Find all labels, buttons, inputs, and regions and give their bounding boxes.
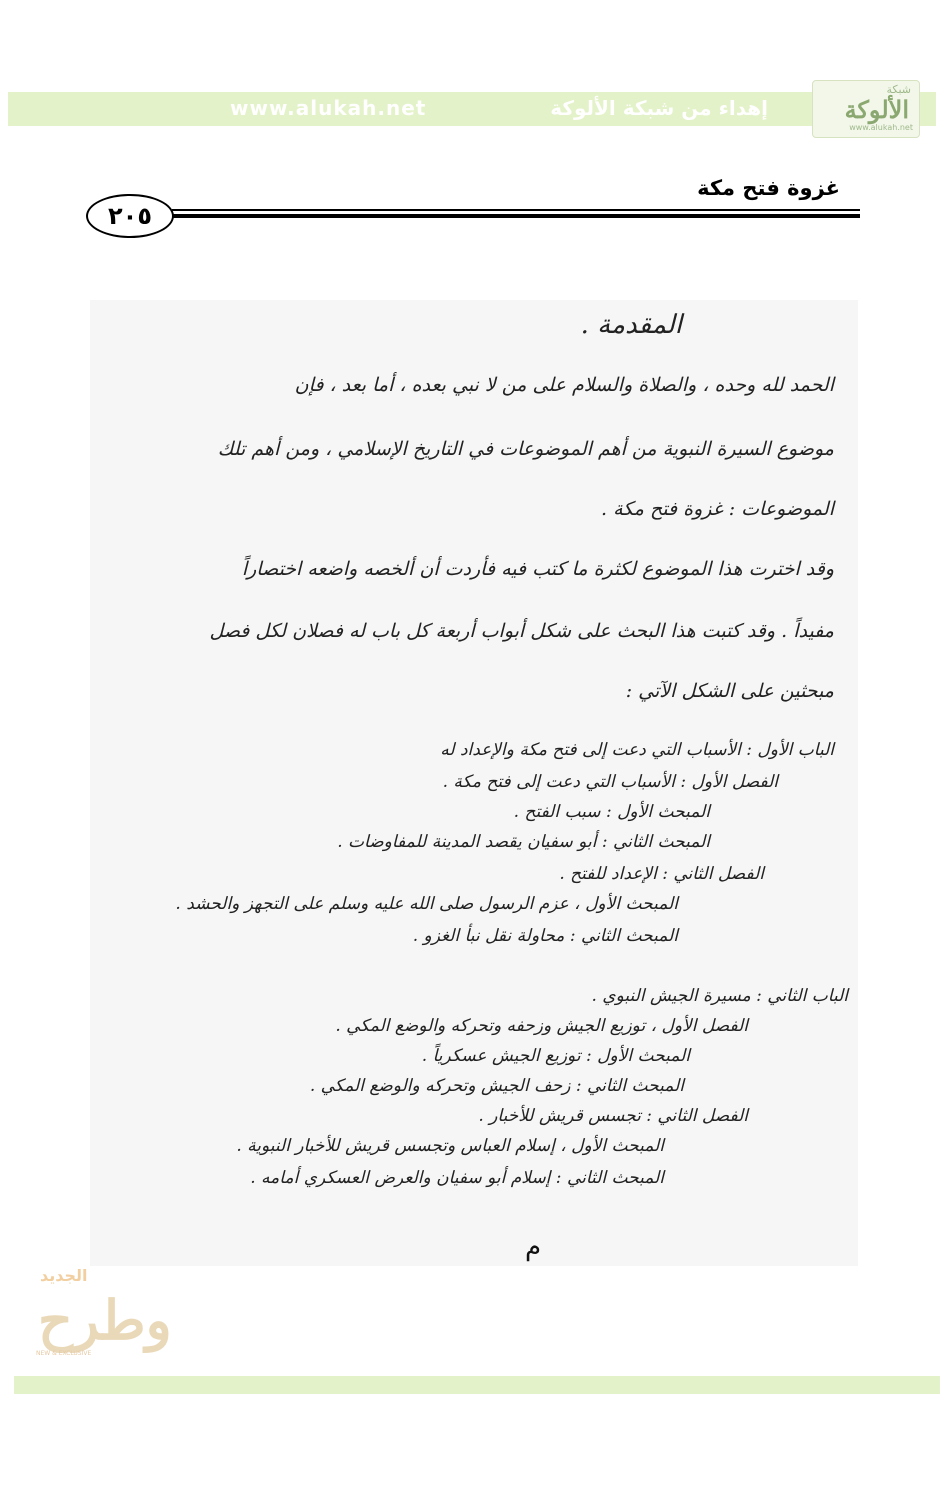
alukah-logo [812, 80, 920, 138]
paragraph-line: موضوع السيرة النبوية من أهم الموضوعات في التاريخ الإسلامي ، ومن أهم تلك [217, 438, 834, 460]
toc-line: المبحث الأول ، عزم الرسول صلى الله عليه وسلم على التجهز والحشد . [175, 894, 678, 914]
top-banner [8, 92, 936, 126]
page-number-oval: ٢٠٥ [86, 194, 174, 238]
header-rule-thin [172, 209, 860, 211]
header-rule-thick [172, 214, 860, 218]
watermark-seal [28, 1258, 172, 1362]
page-header-title: غزوة فتح مكة [697, 176, 840, 200]
paragraph-line: الحمد لله وحده ، والصلاة والسلام على من لا نبي بعده ، أما بعد ، فإن [294, 374, 834, 396]
logo-top-text: شبكة [886, 83, 911, 96]
paragraph-line: مفيداً . وقد كتبت هذا البحث على شكل أبواب أربعة كل باب له فصلان لكل فصل [209, 620, 834, 642]
toc-line: المبحث الأول : سبب الفتح . [513, 802, 710, 822]
watermark-line3: NEW & EXCLUSIVE [36, 1350, 92, 1357]
paragraph-line: الموضوعات : غزوة فتح مكة . [601, 498, 834, 520]
toc-line: الفصل الأول : الأسباب التي دعت إلى فتح مكة . [442, 772, 778, 792]
paragraph-line: وقد اخترت هذا الموضوع لكثرة ما كتب فيه فأردت أن ألخصه واضعه اختصاراً [241, 558, 834, 580]
toc-line: الباب الأول : الأسباب التي دعت إلى فتح مكة والإعداد له [440, 740, 834, 760]
toc-line: المبحث الثاني : أبو سفيان يقصد المدينة للمفاوضات . [337, 832, 710, 852]
bottom-banner [14, 1376, 940, 1394]
toc-line: المبحث الأول : توزيع الجيش عسكرياً . [421, 1046, 690, 1066]
paragraph-line: مبحثين على الشكل الآتي : [625, 680, 834, 702]
banner-url[interactable]: www.alukah.net [230, 96, 427, 120]
logo-url-text: www.alukah.net [849, 123, 913, 132]
logo-main-text: الألوكة [844, 95, 909, 124]
banner-gift-text: إهداء من شبكة الألوكة [550, 96, 768, 120]
watermark-line2: وطرح [38, 1288, 172, 1352]
toc-line: الفصل الأول ، توزيع الجيش وزحفه وتحركه والوضع المكي . [335, 1016, 748, 1036]
watermark-line1: الجديد [40, 1266, 88, 1285]
handwritten-page-letter: م [525, 1232, 542, 1262]
toc-line: المبحث الأول ، إسلام العباس وتجسس قريش للأخبار النبوية . [236, 1136, 664, 1156]
toc-line: الفصل الثاني : الإعداد للفتح . [559, 864, 764, 884]
toc-line: المبحث الثاني : إسلام أبو سفيان والعرض العسكري أمامه . [250, 1168, 664, 1188]
toc-line: المبحث الثاني : محاولة نقل نبأ الغزو . [412, 926, 678, 946]
toc-line: الفصل الثاني : تجسس قريش للأخبار . [478, 1106, 748, 1126]
toc-line: الباب الثاني : مسيرة الجيش النبوي . [591, 986, 848, 1006]
toc-line: المبحث الثاني : زحف الجيش وتحركه والوضع المكي . [309, 1076, 684, 1096]
intro-title: المقدمة . [580, 310, 682, 340]
